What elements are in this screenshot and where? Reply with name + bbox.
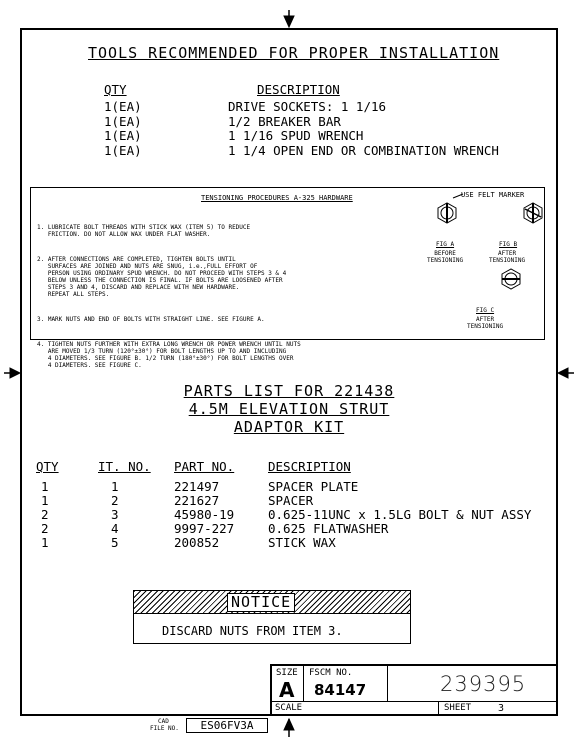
tool-qty: 1(EA) [104, 99, 142, 114]
parts-part: 45980-19 [174, 507, 235, 522]
fig-c-caption: AFTER TENSIONING [467, 316, 504, 330]
parts-header-part: PART NO. [174, 459, 235, 474]
notice-box [133, 590, 411, 644]
tool-desc: 1 1/4 OPEN END OR COMBINATION WRENCH [228, 142, 499, 158]
parts-part: 221627 [174, 493, 220, 508]
parts-list-title [0, 382, 578, 436]
tools-desc-header: DESCRIPTION [257, 82, 340, 97]
tensioning-step: 1. LUBRICATE BOLT THREADS WITH STICK WAX (ITEM 5) TO REDUCE FRICTION. DO NOT ALLOW WAX UNDER FLAT WASHER. [37, 224, 251, 238]
cad-label: CAD [158, 718, 169, 725]
table-row [36, 508, 531, 522]
tensioning-step: 2. AFTER CONNECTIONS ARE COMPLETED, TIGHTEN BOLTS UNTIL SURFACES ARE JOINED AND NUTS ARE SNUG, i.e.,FULL EFFORT OF PERSON USING ORDINARY SPUD WRENCH. DO NOT PROCEED WITH STEPS 3 & 4 BELOW UNLESS THE CONNECTION IS FINAL. IF BOLTS ARE LOOSENED AFTER STEPS 3 AND 4, DISCARD AND REPLACE WITH NEW HARDWARE. REPEAT ALL STEPS. [37, 256, 287, 298]
parts-item: 3 [111, 507, 119, 522]
parts-qty: 2 [41, 507, 49, 522]
tensioning-step: 4. TIGHTEN NUTS FURTHER WITH EXTRA LONG WRENCH OR POWER WRENCH UNTIL NUTS ARE MOVED 1/3 TURN (120°±30°) FOR BOLT LENGTHS UP TO AND INCLUDING 4 DIAMETERS. SEE FIGURE B. 1/2 TURN (180°±30°) FOR BOLT LENGTHS OVER 4 DIAMETERS. SEE FIGURE C. [37, 341, 301, 369]
parts-item: 5 [111, 535, 119, 550]
fig-a-label: FIG A [436, 241, 455, 248]
parts-part: 200852 [174, 535, 220, 550]
parts-desc: SPACER [268, 493, 314, 508]
marker-label: USE FELT MARKER [461, 191, 525, 199]
parts-qty: 2 [41, 521, 49, 536]
fig-a-caption: BEFORE TENSIONING [427, 250, 464, 264]
fig-c-label: FIG C [476, 307, 495, 314]
table-row [36, 480, 531, 494]
tool-desc: 1/2 BREAKER BAR [228, 113, 341, 129]
parts-item: 4 [111, 521, 119, 536]
parts-title-line: 4.5M ELEVATION STRUT [188, 400, 390, 418]
parts-header-desc: DESCRIPTION [268, 459, 351, 474]
parts-part: 221497 [174, 479, 220, 494]
parts-table [36, 460, 531, 550]
parts-header-item: IT. NO. [98, 459, 151, 474]
parts-desc: STICK WAX [268, 535, 336, 550]
tools-row [104, 144, 499, 159]
tensioning-steps [37, 210, 437, 383]
parts-item: 1 [111, 479, 119, 494]
parts-header-row [36, 460, 531, 480]
tool-desc: 1 1/16 SPUD WRENCH [228, 128, 364, 143]
tool-qty: 1(EA) [104, 142, 142, 158]
file-label: FILE NO. [150, 725, 179, 732]
parts-desc: SPACER PLATE [268, 479, 359, 494]
fig-b-caption: AFTER TENSIONING [489, 250, 526, 264]
fscm-label: FSCM NO. [309, 668, 353, 678]
notice-label: NOTICE [227, 593, 295, 612]
tools-qty-header: QTY [104, 82, 127, 97]
tools-row [104, 115, 499, 130]
parts-qty: 1 [41, 535, 49, 550]
file-number: ES06FV3A [186, 718, 268, 733]
parts-desc: 0.625-11UNC x 1.5LG BOLT & NUT ASSY [268, 507, 532, 522]
parts-title-line: ADAPTOR KIT [233, 418, 345, 436]
tool-qty: 1(EA) [104, 128, 142, 143]
sheet-value: 3 [498, 703, 505, 714]
scale-label: SCALE [275, 703, 303, 713]
notice-text: DISCARD NUTS FROM ITEM 3. [162, 624, 343, 638]
tools-title: TOOLS RECOMMENDED FOR PROPER INSTALLATION [88, 44, 500, 62]
parts-item: 2 [111, 493, 119, 508]
fig-b-label: FIG B [499, 241, 518, 248]
size-value: A [279, 678, 295, 702]
tensioning-step: 3. MARK NUTS AND END OF BOLTS WITH STRAIGHT LINE. SEE FIGURE A. [37, 316, 265, 323]
parts-title-line: PARTS LIST FOR 221438 [183, 382, 395, 400]
size-label: SIZE [276, 668, 298, 678]
parts-part: 9997-227 [174, 521, 235, 536]
parts-qty: 1 [41, 479, 49, 494]
sheet-label: SHEET [444, 703, 472, 713]
tool-desc: DRIVE SOCKETS: 1 1/16 [228, 99, 387, 114]
tools-row [104, 100, 499, 115]
parts-qty: 1 [41, 493, 49, 508]
table-row [36, 522, 531, 536]
tools-row [104, 129, 499, 144]
tensioning-title: TENSIONING PROCEDURES A-325 HARDWARE [201, 194, 353, 202]
tensioning-box [30, 187, 545, 369]
tool-qty: 1(EA) [104, 113, 142, 129]
drawing-number: 239395 [440, 672, 527, 696]
table-row [36, 536, 531, 550]
fscm-value: 84147 [314, 681, 367, 699]
parts-desc: 0.625 FLATWASHER [268, 521, 389, 536]
tools-list [104, 100, 499, 158]
parts-header-qty: QTY [36, 459, 59, 474]
table-row [36, 494, 531, 508]
